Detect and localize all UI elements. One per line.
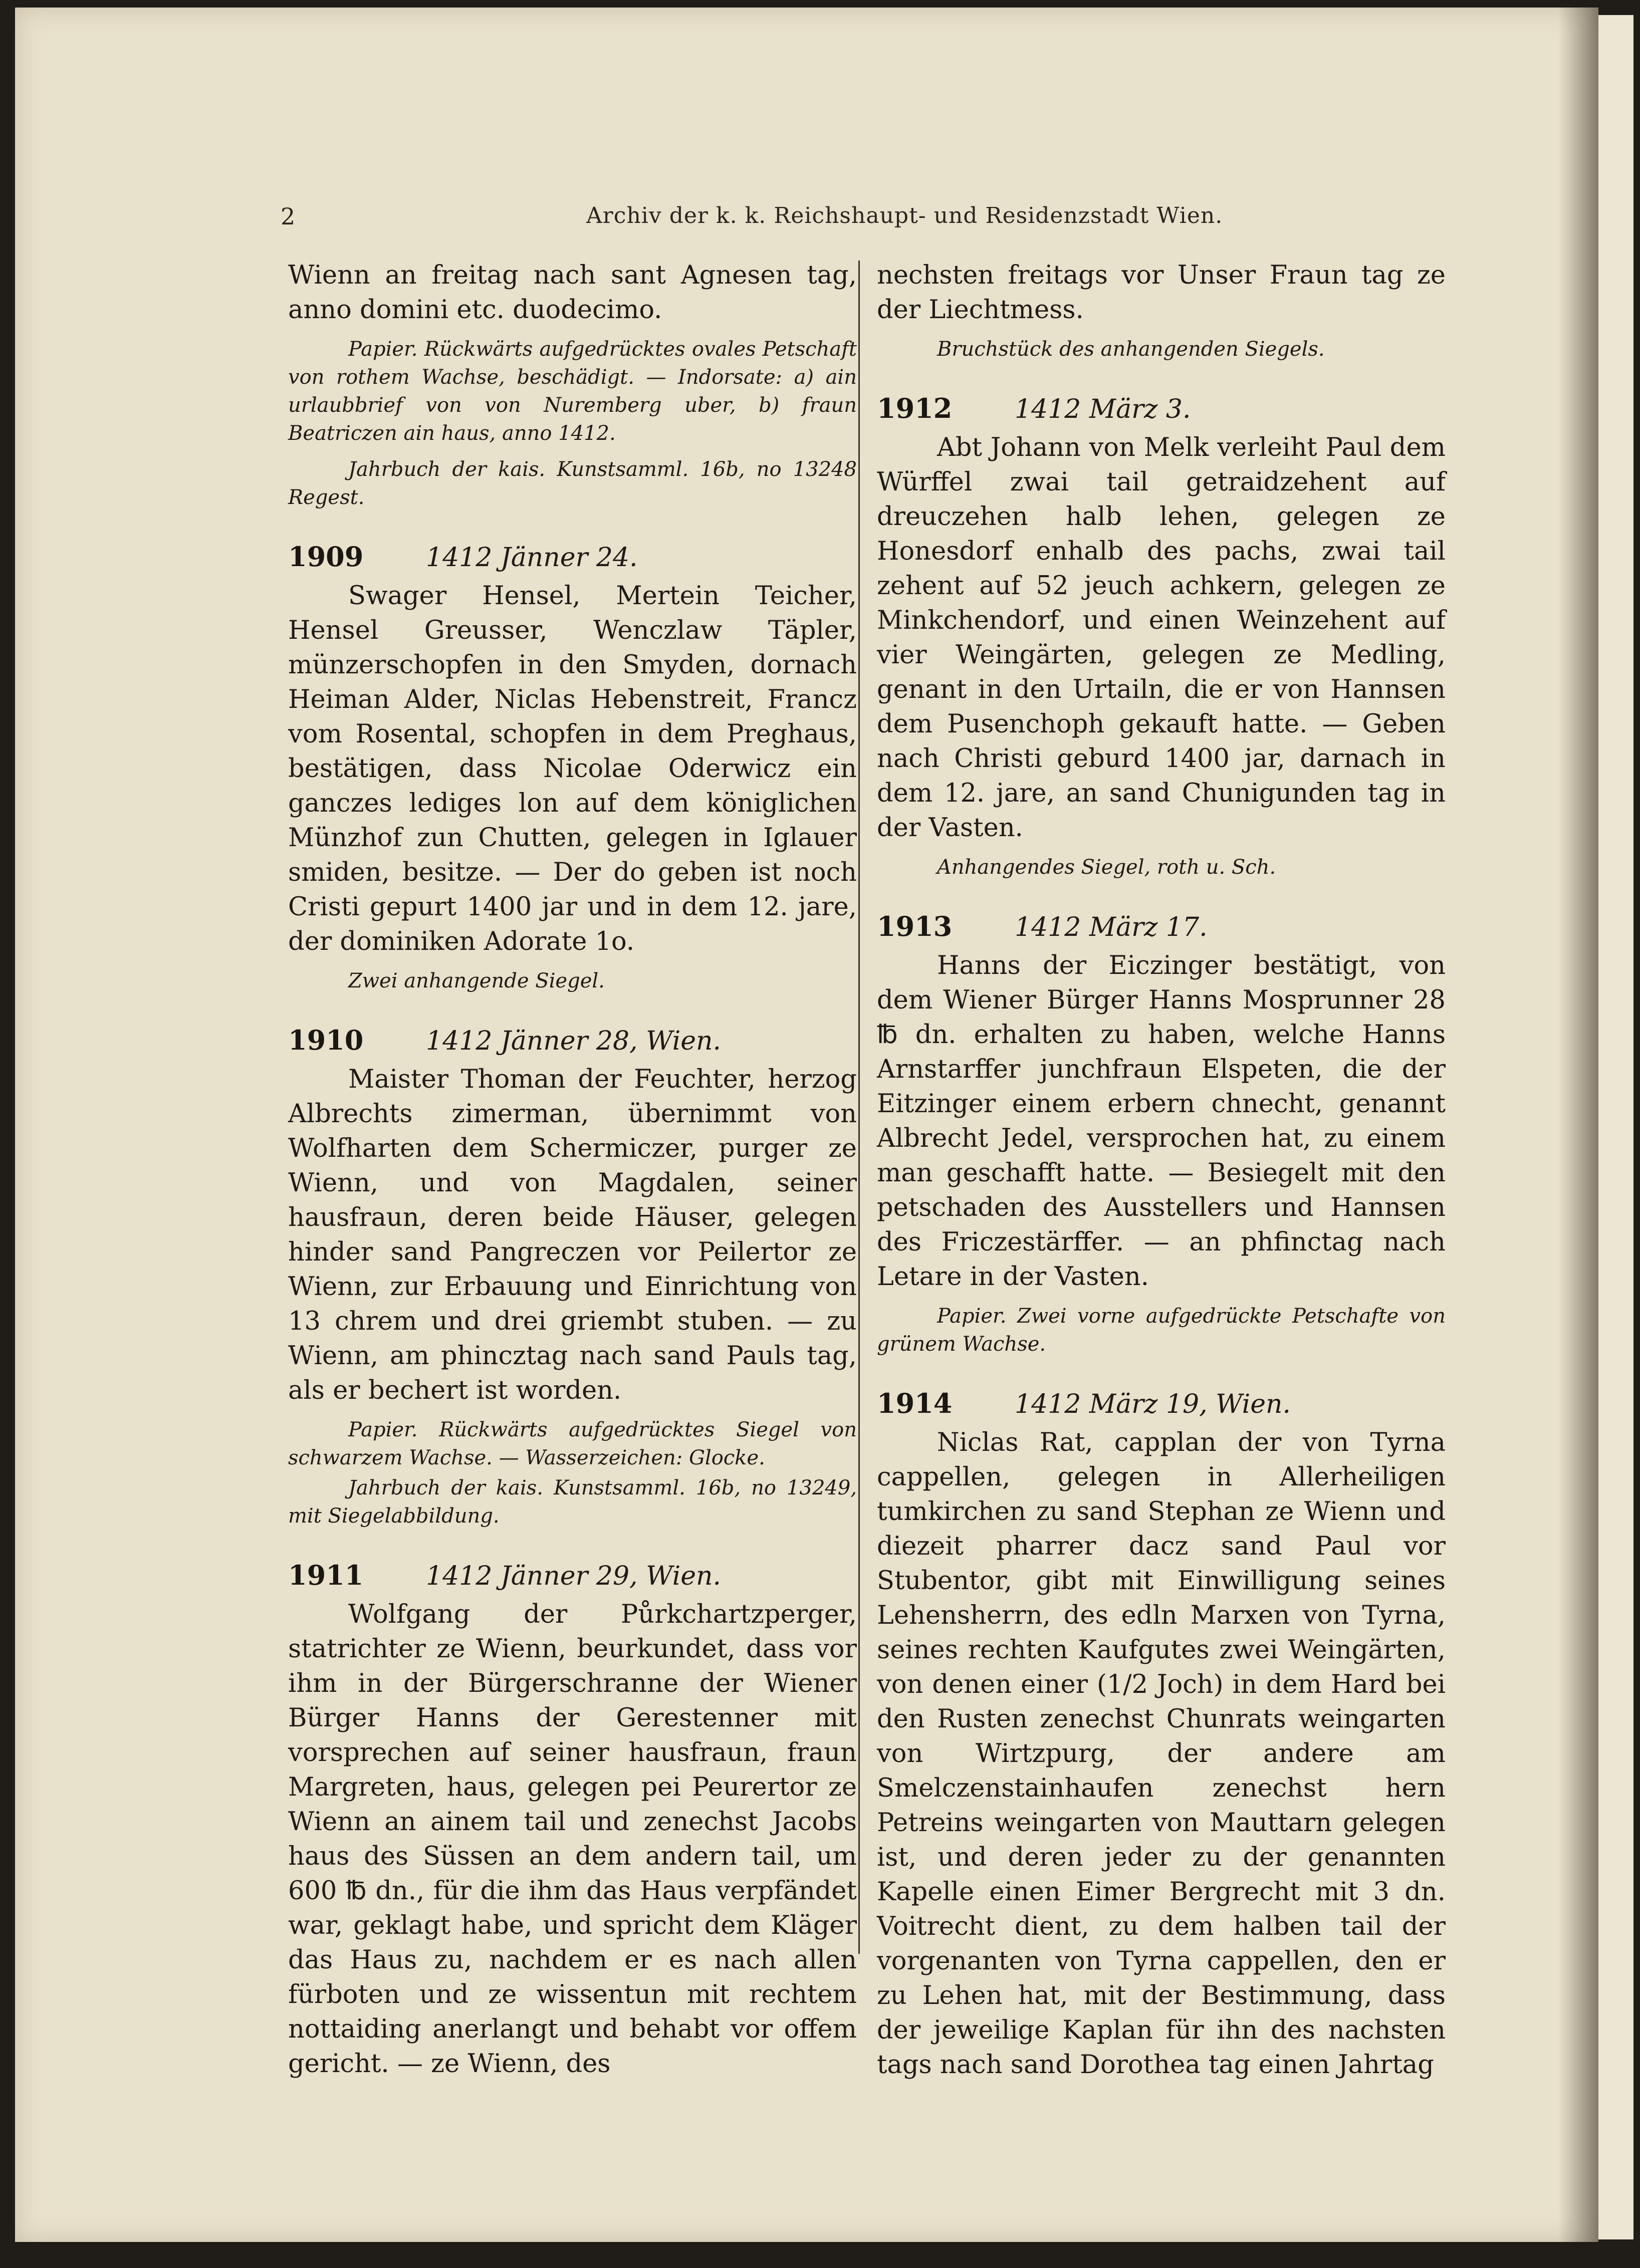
entry-note-1913: Papier. Zwei vorne aufgedrückte Petschafte von grünem Wachse. [877, 1305, 1446, 1356]
entry-text-1913: Hanns der Eiczinger bestätigt, von dem Wiener Bürger Hanns Mosprunner 28 ℔ dn. erhalten zu haben, welche Hanns Arnstarffer junchfraun Elspeten, die der Eitzinger einem erbern chnecht, genannt Albrecht Jedel, versprochen hat, zu einem man geschafft hatte. — Besiegelt mit den petschaden des Ausstellers und Hannsen des Friczestärffer. — an phfinctag nach Letare in der Vasten. [877, 951, 1446, 1292]
page-number: 2 [281, 203, 296, 230]
entry-date: 1412 März 3. [1015, 394, 1191, 424]
entry-date: 1412 März 17. [1015, 912, 1208, 942]
entry-note: Bruchstück des anhangenden Siegels. [937, 338, 1325, 361]
entry-heading-1912 [877, 392, 1446, 427]
entry-number: 1914 [877, 1387, 953, 1419]
running-head [281, 198, 1453, 238]
entry-number: 1912 [877, 392, 953, 424]
entry-heading-1911 [288, 1559, 857, 1594]
entry-text-1911: Wolfgang der Půrkchartzperger, statrichter ze Wienn, beurkundet, dass vor ihm in der Bürgerschranne der Wiener Bürger Hanns der Gerestenner mit vorsprechen auf seiner hausfraun, fraun Margreten, haus, gelegen pei Peurertor ze Wienn an ainem tail und zenechst Jacobs haus des Süssen an dem andern tail, um 600 ℔ dn., für die ihm das Haus verpfändet war, geklagt habe, und spricht dem Kläger das Haus zu, nachdem er es nach allen fürboten und ze wissentun mit rechtem nottaiding anerlangt und behabt vor offem gericht. — ze Wienn, des [288, 1600, 857, 2079]
entry-note-1910: Papier. Rückwärts aufgedrücktes Siegel von schwarzem Wachse. — Wasserzeichen: Glocke. [288, 1418, 857, 1469]
entry-date: 1412 Jänner 29, Wien. [426, 1561, 722, 1591]
entry-heading-1914 [877, 1387, 1446, 1422]
running-title: Archiv der k. k. Reichshaupt- und Residenzstadt Wien. [586, 203, 1223, 228]
right-column [877, 258, 1446, 2082]
entry-text-1912: Abt Johann von Melk verleiht Paul dem Würffel zwai tail getraidzehent auf dreuczehen halb lehen, gelegen ze Honesdorf enhalb des pachs, zwai tail zehent auf 52 jeuch achkern, gelegen ze Minkchendorf, und einen Weinzehent auf vier Weingärten, gelegen ze Medling, genant in den Urtailn, die er von Hannsen dem Pusenchoph gekauft hatte. — Geben nach Christi geburd 1400 jar, darnach in dem 12. jare, an sand Chunigunden tag in der Vasten. [877, 433, 1446, 843]
entry-text-1914: Niclas Rat, capplan der von Tyrna cappellen, gelegen in Allerheiligen tumkirchen zu sand Stephan ze Wienn und diezeit pharrer dacz sand Paul vor Stubentor, gibt mit Einwilligung seines Lehensherrn, des edln Marxen von Tyrna, seines rechten Kaufgutes zwei Weingärten, von denen einer (1/2 Joch) in dem Hard bei den Rusten zenechst Chunrats weingarten von Wirtzpurg, der andere am Smelczenstainhaufen zenechst hern Petreins weingarten von Mauttarn gelegen ist, und deren jeder zu der genannten Kapelle einen Eimer Bergrecht mit 3 dn. Voitrecht dient, zu dem halben tail der vorgenanten von Tyrna cappellen, den er zu Lehen hat, mit der Bestimmung, dass der jeweilige Kaplan für ihn des nachsten tags nach sand Dorothea tag einen Jahrtag [877, 1428, 1446, 2080]
entry-date: 1412 Jänner 28, Wien. [426, 1026, 722, 1056]
entry-reference-1910: Jahrbuch der kais. Kunstsamml. 16b, no 13249, mit Siegelabbildung. [288, 1476, 857, 1528]
entry-continuation-text: Wienn an freitag nach sant Agnesen tag, anno domini etc. duodecimo. [288, 261, 857, 325]
entry-heading-1913 [877, 910, 1446, 945]
entry-number: 1913 [877, 910, 953, 942]
gutter-shadow [1558, 8, 1598, 2242]
entry-date: 1412 Jänner 24. [426, 543, 638, 573]
entry-reference: Jahrbuch der kais. Kunstsamml. 16b, no 13248 Regest. [288, 458, 857, 509]
entry-number: 1910 [288, 1024, 364, 1056]
entry-note-1912: Anhangendes Siegel, roth u. Sch. [937, 856, 1276, 879]
column-rule [858, 261, 860, 1954]
entry-number: 1911 [288, 1559, 364, 1591]
entry-text-1909: Swager Hensel, Mertein Teicher, Hensel Greusser, Wenczlaw Täpler, münzerschopfen in den Smyden, dornach Heiman Alder, Niclas Hebenstreit, Francz vom Rosental, schopfen in dem Preghaus, bestätigen, dass Nicolae Oderwicz ein ganczes lediges lon auf dem königlichen Münzhof zun Chutten, gelegen in Iglauer smiden, besitze. — Der do geben ist noch Cristi gepurt 1400 jar und in dem 12. jare, der dominiken Adorate 1o. [288, 581, 857, 956]
entry-continuation-text: nechsten freitags vor Unser Fraun tag ze der Liechtmess. [877, 261, 1446, 325]
entry-note-1909: Zwei anhangende Siegel. [348, 969, 605, 992]
entry-heading-1909 [288, 541, 857, 576]
entry-date: 1412 März 19, Wien. [1015, 1389, 1291, 1419]
left-column [288, 258, 857, 2081]
entry-note: Papier. Rückwärts aufgedrücktes ovales Petschaft von rothem Wachse, beschädigt. — Indorsate: a) ain urlaubbrief von von Nuremberg uber, b) fraun Beatriczen ain haus, anno 1412. [288, 338, 857, 445]
entry-heading-1910 [288, 1024, 857, 1059]
entry-text-1910: Maister Thoman der Feuchter, herzog Albrechts zimerman, übernimmt von Wolfharten dem Schermiczer, purger ze Wienn, und von Magdalen, seiner hausfraun, deren beide Häuser, gelegen hinder sand Pangreczen vor Peilertor ze Wienn, zur Erbauung und Einrichtung von 13 chrem und drei griembt stuben. — zu Wienn, am phincztag nach sand Pauls tag, als er bechert ist worden. [288, 1065, 857, 1405]
entry-number: 1909 [288, 541, 364, 573]
facing-page-edge [1598, 15, 1633, 2239]
